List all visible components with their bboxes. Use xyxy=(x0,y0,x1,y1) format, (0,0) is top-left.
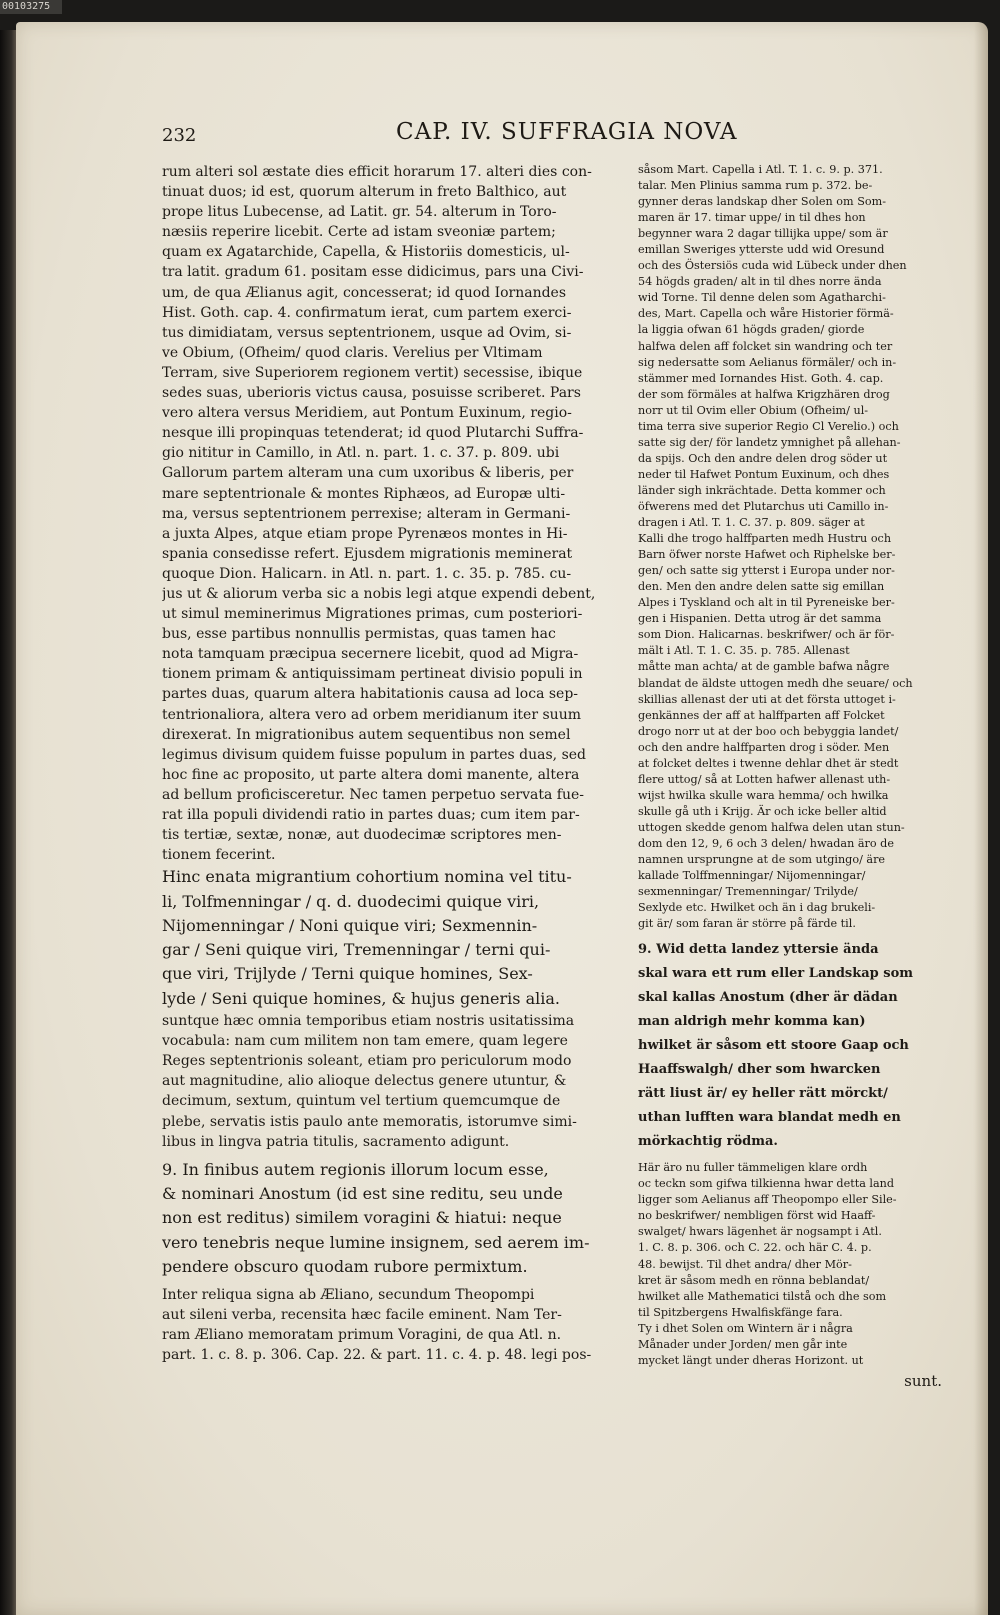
text-line: rat illa populi dividendi ratio in partes duas; cum item par- xyxy=(162,807,580,823)
text-line: tra latit. gradum 61. positam esse didicimus, pars una Civi- xyxy=(162,264,584,281)
text-line: 1. C. 8. p. 306. och C. 22. och här C. 4. p. xyxy=(638,1241,872,1255)
text-line: Nijomenningar / Noni quique viri; Sexmennin- xyxy=(162,915,538,935)
text-line: part. 1. c. 8. p. 306. Cap. 22. & part. 11. c. 4. p. 48. legi pos- xyxy=(162,1347,592,1364)
text-line: ut simul meminerimus Migrationes primas, cum posteriori- xyxy=(162,606,583,623)
latin-paragraph-3 xyxy=(162,1011,644,1152)
text-line: li, Tolfmenningar / q. d. duodecimi quique viri, xyxy=(162,891,540,911)
text-line: genkännes der aff at halffparten aff Folcket xyxy=(638,708,885,722)
text-line: talar. Men Plinius samma rum p. 372. be- xyxy=(638,179,873,193)
text-line: tus dimidiatam, versus septentrionem, usque ad Ovim, si- xyxy=(162,324,572,341)
text-line: suntque hæc omnia temporibus etiam nostris usitatissima xyxy=(162,1013,575,1030)
text-line: Hist. Goth. cap. 4. confirmatum ierat, cum partem exerci- xyxy=(162,304,572,321)
text-line: skulle gå uth i Krijg. Är och icke beller altid xyxy=(638,804,887,818)
text-line: wijst hwilka skulle wara hemma/ och hwilka xyxy=(638,788,889,802)
latin-paragraph-5 xyxy=(162,1285,644,1365)
text-line: rum alteri sol æstate dies efficit horarum 17. alteri dies con- xyxy=(162,164,592,180)
text-line: des, Mart. Capella och wåre Historier förmä- xyxy=(638,307,894,321)
text-line: mörkachtig rödma. xyxy=(638,1134,778,1150)
text-line: öfwerens med det Plutarchus uti Camillo in- xyxy=(638,499,889,513)
text-line: Barn öfwer norste Hafwet och Riphelske ber- xyxy=(638,548,896,562)
text-line: que viri, Trijlyde / Terni quique homines, Sex- xyxy=(162,964,533,984)
text-line: ad bellum proficisceretur. Nec tamen perpetuo servata fue- xyxy=(162,786,585,803)
text-line: tionem primam & antiquissimam pertineat divisio populi in xyxy=(162,666,583,683)
text-line: uttogen skedde genom halfwa delen utan stun- xyxy=(638,820,905,834)
text-line: quoque Dion. Halicarn. in Atl. n. part. 1. c. 35. p. 785. cu- xyxy=(162,565,572,582)
text-line: mycket längt under dheras Horizont. ut xyxy=(638,1353,864,1367)
text-line: ve Obium, (Ofheim/ quod claris. Verelius per Vltimam xyxy=(162,344,543,361)
text-line: um, de qua Ælianus agit, concesserat; id quod Iornandes xyxy=(162,284,567,301)
text-line: norr ut til Ovim eller Obium (Ofheim/ ul- xyxy=(638,403,869,417)
text-line: blandat de äldste uttogen medh dhe seuare/ och xyxy=(638,676,913,690)
text-line: halfwa delen aff folcket sin wandring och ter xyxy=(638,339,893,353)
swedish-paragraph-3 xyxy=(638,1160,954,1369)
text-line: den. Men den andre delen satte sig emillan xyxy=(638,580,885,594)
book-page xyxy=(16,22,988,1615)
text-line: satte sig der/ för landetz ymnighet på allehan- xyxy=(638,435,901,449)
text-line: spania consedisse refert. Ejusdem migrationis meminerat xyxy=(162,545,573,562)
text-line: vero tenebris neque lumine insignem, sed aerem im- xyxy=(162,1232,590,1252)
text-line: sig nedersatte som Aelianus förmäler/ och in- xyxy=(638,355,897,369)
text-line: la liggia ofwan 61 högds graden/ giorde xyxy=(638,323,865,337)
text-line: rätt liust är/ ey heller rätt mörckt/ xyxy=(638,1086,888,1102)
text-line: non est reditus) similem voragini & hiatui: neque xyxy=(162,1208,562,1228)
text-line: namnen ursprungne at de som utgingo/ äre xyxy=(638,853,886,867)
text-line: neder til Hafwet Pontum Euxinum, och dhes xyxy=(638,467,890,481)
text-line: da spijs. Och den andre delen drog söder ut xyxy=(638,451,888,465)
text-line: sexmenningar/ Tremenningar/ Trilyde/ xyxy=(638,885,858,899)
text-line: flere uttog/ så at Lotten hafwer allenast uth- xyxy=(638,772,891,786)
text-line: a juxta Alpes, atque etiam prope Pyrenæos montes in Hi- xyxy=(162,525,568,542)
text-line: såsom Mart. Capella i Atl. T. 1. c. 9. p. 371. xyxy=(638,163,883,176)
text-line: tentrionaliora, altera vero ad orbem meridianum iter suum xyxy=(162,706,581,723)
page-number: 232 xyxy=(162,125,197,146)
text-line: oc teckn som gifwa tilkienna hwar detta land xyxy=(638,1177,895,1191)
latin-paragraph-4 xyxy=(162,1158,644,1279)
text-line: Inter reliqua signa ab Æliano, secundum Theopompi xyxy=(162,1287,535,1304)
text-line: prope litus Lubecense, ad Latit. gr. 54. alterum in Toro- xyxy=(162,204,557,221)
text-line: quam ex Agatarchide, Capella, & Historiis domesticis, ul- xyxy=(162,244,570,261)
running-title: CAP. IV. SUFFRAGIA NOVA xyxy=(396,119,738,145)
text-line: ligger som Aelianus aff Theopompo eller Sile- xyxy=(638,1193,897,1207)
text-line: hoc fine ac proposito, ut parte altera domi manente, altera xyxy=(162,766,580,783)
text-line: Kalli dhe trogo halffparten medh Hustru och xyxy=(638,532,892,546)
text-line: aut magnitudine, alio alioque delectus genere utuntur, & xyxy=(162,1073,567,1090)
text-line: gynner deras landskap dher Solen om Som- xyxy=(638,195,886,209)
text-line: der som förmäles at halfwa Krigzhären drog xyxy=(638,387,890,401)
text-line: länder sigh inkrächtade. Detta kommer och xyxy=(638,483,886,497)
text-line: vero altera versus Meridiem, aut Pontum Euxinum, regio- xyxy=(162,405,572,422)
text-line: git är/ som faran är större på färde til. xyxy=(638,917,856,931)
text-line: plebe, servatis istis paulo ante memoratis, istorumve simi- xyxy=(162,1113,577,1130)
text-line: stämmer med Iornandes Hist. Goth. 4. cap. xyxy=(638,371,884,385)
latin-column xyxy=(162,162,644,1366)
text-line: decimum, sextum, quintum vel tertium quemcumque de xyxy=(162,1093,561,1110)
text-line: och den andre halffparten drog i söder. Men xyxy=(638,740,890,754)
scan-id-label: 00103275 xyxy=(0,0,62,14)
text-line: uthan lufften wara blandat medh en xyxy=(638,1110,901,1126)
text-line: gar / Seni quique viri, Tremenningar / terni qui- xyxy=(162,940,551,960)
text-line: gen i Hispanien. Detta utrog är det samma xyxy=(638,612,882,626)
text-line: næsiis reperire licebit. Certe ad istam sveoniæ partem; xyxy=(162,224,556,241)
page-edge-shadow xyxy=(974,22,988,1615)
text-line: Hinc enata migrantium cohortium nomina vel titu- xyxy=(162,867,572,887)
text-line: mält i Atl. T. 1. C. 35. p. 785. Allenast xyxy=(638,644,850,658)
text-line: legimus divisum quidem fuisse populum in partes duas, sed xyxy=(162,746,587,763)
text-line: bus, esse partibus nonnullis permistas, quas tamen hac xyxy=(162,626,556,643)
catchword: sunt. xyxy=(904,1372,942,1390)
text-line: pendere obscuro quodam rubore permixtum. xyxy=(162,1256,528,1276)
text-line: mare septentrionale & montes Riphæos, ad Europæ ulti- xyxy=(162,485,566,502)
text-line: 54 högds graden/ alt in til dhes norre ända xyxy=(638,275,882,289)
text-line: skal kallas Anostum (dher är dädan xyxy=(638,990,898,1006)
text-line: ram Æliano memoratam primum Voragini, de qua Atl. n. xyxy=(162,1327,562,1344)
text-line: til Spitzbergens Hwalfiskfänge fara. xyxy=(638,1305,843,1319)
text-line: man aldrigh mehr komma kan) xyxy=(638,1014,866,1030)
text-line: dom den 12, 9, 6 och 3 delen/ hwadan äro de xyxy=(638,836,894,850)
swedish-paragraph-1 xyxy=(638,162,954,932)
text-line: som Dion. Halicarnas. beskrifwer/ och är för- xyxy=(638,628,895,642)
text-line: Haaffswalgh/ dher som hwarcken xyxy=(638,1062,881,1078)
text-line: direxerat. In migrationibus autem sequentibus non semel xyxy=(162,726,571,743)
swedish-column xyxy=(638,162,954,1369)
text-line: 9. In finibus autem regionis illorum locum esse, xyxy=(162,1159,549,1179)
text-line: skal wara ett rum eller Landskap som xyxy=(638,966,914,982)
text-line: tionem fecerint. xyxy=(162,847,276,864)
text-line: gio nititur in Camillo, in Atl. n. part. 1. c. 37. p. 809. ubi xyxy=(162,445,560,462)
text-line: partes duas, quarum altera habitationis causa ad loca sep- xyxy=(162,686,579,703)
text-line: kret är såsom medh en rönna beblandat/ xyxy=(638,1273,870,1287)
text-line: nesque illi propinquas tetenderat; id quod Plutarchi Suffra- xyxy=(162,425,584,442)
text-line: ma, versus septentrionem perrexise; alteram in Germani- xyxy=(162,505,571,522)
text-line: Ty i dhet Solen om Wintern är i några xyxy=(638,1321,853,1335)
text-line: måtte man achta/ at de gamble bafwa någre xyxy=(638,660,890,674)
text-line: nota tamquam præcipua secernere licebit, quod ad Migra- xyxy=(162,646,579,663)
text-line: Gallorum partem alteram una cum uxoribus & liberis, per xyxy=(162,465,574,482)
text-line: Reges septentrionis soleant, etiam pro periculorum modo xyxy=(162,1053,572,1070)
text-line: tima terra sive superior Regio Cl Verelio.) och xyxy=(638,419,899,433)
text-line: tis tertiæ, sextæ, nonæ, aut duodecimæ scriptores men- xyxy=(162,827,562,844)
text-line: begynner wara 2 dagar tillijka uppe/ som är xyxy=(638,227,888,241)
text-line: Månader under Jorden/ men går inte xyxy=(638,1337,848,1351)
text-line: jus ut & aliorum verba sic a nobis legi atque expendi debent, xyxy=(162,585,596,602)
text-line: hwilket alle Mathematici tilstå och dhe som xyxy=(638,1289,887,1303)
text-line: vocabula: nam cum militem non tam emere, quam legere xyxy=(162,1033,568,1050)
text-line: drogo norr ut at der boo och bebyggia landet/ xyxy=(638,724,899,738)
text-line: aut sileni verba, recensita hæc facile eminent. Nam Ter- xyxy=(162,1307,562,1324)
page-header xyxy=(16,117,988,157)
text-line: gen/ och satte sig ytterst i Europa under nor- xyxy=(638,564,895,578)
text-line: libus in lingva patria titulis, sacramento adigunt. xyxy=(162,1133,510,1150)
swedish-paragraph-2 xyxy=(638,938,954,1154)
text-line: 48. bewijst. Til dhet andra/ dher Mör- xyxy=(638,1257,852,1271)
text-line: sedes suas, uberioris victus causa, posuisse scriberet. Pars xyxy=(162,385,581,402)
text-line: 9. Wid detta landez yttersie ända xyxy=(638,942,879,958)
text-line: Sexlyde etc. Hwilket och än i dag brukeli- xyxy=(638,901,876,915)
text-line: swalget/ hwars lägenhet är nogsampt i Atl. xyxy=(638,1225,882,1239)
text-line: kallade Tolffmenningar/ Nijomenningar/ xyxy=(638,869,866,883)
text-line: hwilket är såsom ett stoore Gaap och xyxy=(638,1038,909,1054)
text-line: skillias allenast der uti at det första uttoget i- xyxy=(638,692,896,706)
text-line: Här äro nu fuller tämmeligen klare ordh xyxy=(638,1161,868,1175)
text-line: Terram, sive Superiorem regionem vertit) secessise, ibique xyxy=(162,364,583,381)
text-line: & nominari Anostum (id est sine reditu, seu unde xyxy=(162,1184,563,1204)
text-line: at folcket deltes i twenne dehlar dhet är stedt xyxy=(638,756,899,770)
text-line: maren är 17. timar uppe/ in til dhes hon xyxy=(638,211,866,225)
text-line: tinuat duos; id est, quorum alterum in freto Balthico, aut xyxy=(162,184,567,201)
book-binding-gutter xyxy=(0,30,16,1615)
text-line: no beskrifwer/ nembligen först wid Haaff- xyxy=(638,1209,876,1223)
text-line: emillan Sweriges ytterste udd wid Oresund xyxy=(638,243,885,257)
text-line: lyde / Seni quique homines, & hujus generis alia. xyxy=(162,988,560,1008)
text-line: Alpes i Tyskland och alt in til Pyreneiske ber- xyxy=(638,596,895,610)
latin-paragraph-1 xyxy=(162,162,644,865)
text-line: wid Torne. Til denne delen som Agatharchi- xyxy=(638,291,886,305)
latin-paragraph-2 xyxy=(162,865,644,1011)
text-line: dragen i Atl. T. 1. C. 37. p. 809. säger at xyxy=(638,516,865,530)
text-line: och des Östersiös cuda wid Lübeck under dhen xyxy=(638,259,907,273)
